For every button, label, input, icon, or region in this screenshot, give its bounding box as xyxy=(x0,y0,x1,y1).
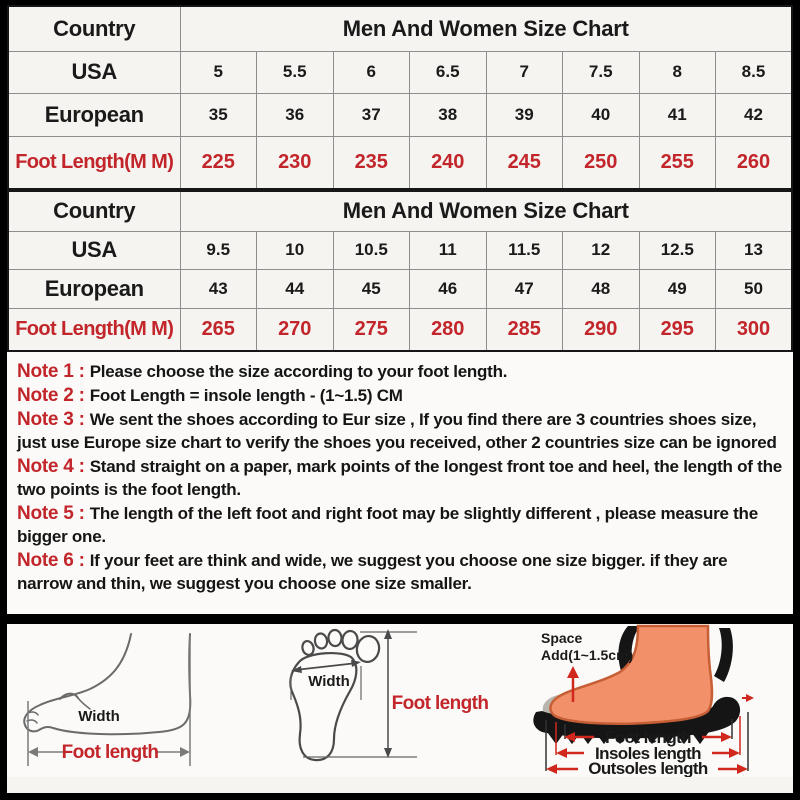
note-6 xyxy=(17,549,785,595)
size-cell: 39 xyxy=(486,93,563,136)
side-foot-width-label: Width xyxy=(78,708,120,725)
row-label: European xyxy=(8,269,180,308)
note-5 xyxy=(17,502,785,548)
note-1-label: Note 1 : xyxy=(17,361,85,382)
size-cell: 275 xyxy=(333,308,410,351)
note-2 xyxy=(17,384,785,407)
notes-section xyxy=(7,352,793,614)
size-chart-infographic xyxy=(7,5,793,793)
size-cell: 235 xyxy=(333,136,410,189)
size-cell: 42 xyxy=(716,93,793,136)
note-3 xyxy=(17,408,785,454)
table-title: Men And Women Size Chart xyxy=(180,191,792,231)
size-cell: 46 xyxy=(410,269,487,308)
table-title: Men And Women Size Chart xyxy=(180,6,792,51)
row-label: Foot Length(M M) xyxy=(8,136,180,189)
side-foot-length-label: Foot length xyxy=(61,742,159,763)
footprint-diagram xyxy=(255,624,498,777)
size-cell: 10 xyxy=(257,231,334,269)
table-header-row xyxy=(8,191,792,231)
size-cell: 7.5 xyxy=(563,51,640,93)
size-cell: 44 xyxy=(257,269,334,308)
shoe-outsoles-length-label: Outsoles length xyxy=(588,759,708,777)
row-label: Foot Length(M M) xyxy=(8,308,180,351)
country-header: Country xyxy=(8,6,180,51)
size-cell: 12.5 xyxy=(639,231,716,269)
size-cell: 38 xyxy=(410,93,487,136)
size-table-1 xyxy=(7,5,793,190)
size-cell: 48 xyxy=(563,269,640,308)
size-cell: 49 xyxy=(639,269,716,308)
size-cell: 35 xyxy=(180,93,257,136)
footprint-width-label: Width xyxy=(308,673,350,690)
size-cell: 7 xyxy=(486,51,563,93)
note-4-label: Note 4 : xyxy=(17,456,85,477)
size-cell: 290 xyxy=(563,308,640,351)
size-cell: 280 xyxy=(410,308,487,351)
size-cell: 265 xyxy=(180,308,257,351)
shoe-insoles-length-label: Insoles length xyxy=(595,744,701,763)
size-cell: 40 xyxy=(563,93,640,136)
european-row xyxy=(8,269,792,308)
note-3-label: Note 3 : xyxy=(17,409,85,430)
note-5-label: Note 5 : xyxy=(17,503,85,524)
size-cell: 250 xyxy=(563,136,640,189)
size-cell: 8 xyxy=(639,51,716,93)
size-cell: 245 xyxy=(486,136,563,189)
size-cell: 225 xyxy=(180,136,257,189)
size-cell: 6 xyxy=(333,51,410,93)
note-4-text: Stand straight on a paper, mark points of the longest front toe and heel, the length of the two points is the foot length. xyxy=(17,457,782,499)
size-cell: 230 xyxy=(257,136,334,189)
space-add-label-line2: Add(1~1.5cm) xyxy=(541,647,634,663)
size-table-2 xyxy=(7,190,793,352)
size-cell: 6.5 xyxy=(410,51,487,93)
size-cell: 11 xyxy=(410,231,487,269)
size-cell: 240 xyxy=(410,136,487,189)
shoe-cross-section-diagram xyxy=(498,624,793,777)
measurement-diagrams xyxy=(7,624,793,777)
footprint-length-label: Foot length xyxy=(391,693,489,714)
size-cell: 255 xyxy=(639,136,716,189)
size-cell: 41 xyxy=(639,93,716,136)
usa-row xyxy=(8,51,792,93)
shoe-foot-length-label: Foot length xyxy=(605,728,691,747)
foot-length-row xyxy=(8,308,792,351)
space-add-label-line1: Space xyxy=(541,630,583,646)
european-row xyxy=(8,93,792,136)
size-cell: 9.5 xyxy=(180,231,257,269)
table-header-row xyxy=(8,6,792,51)
row-label: European xyxy=(8,93,180,136)
note-5-text: The length of the left foot and right foot may be slightly different , please measure the bigger one. xyxy=(17,504,758,546)
size-cell: 37 xyxy=(333,93,410,136)
size-cell: 5.5 xyxy=(257,51,334,93)
note-2-text: Foot Length = insole length - (1~1.5) CM xyxy=(89,386,403,405)
size-cell: 43 xyxy=(180,269,257,308)
row-label: USA xyxy=(8,231,180,269)
size-cell: 13 xyxy=(716,231,793,269)
size-cell: 50 xyxy=(716,269,793,308)
note-6-text: If your feet are think and wide, we suggest you choose one size bigger. if they are narrow and thin, we suggest you choose one size smaller. xyxy=(17,551,728,593)
size-cell: 260 xyxy=(716,136,793,189)
size-cell: 8.5 xyxy=(716,51,793,93)
footprint-outline xyxy=(290,630,381,761)
usa-row xyxy=(8,231,792,269)
side-foot-diagram xyxy=(7,624,255,777)
section-divider xyxy=(0,614,800,624)
size-cell: 10.5 xyxy=(333,231,410,269)
note-6-label: Note 6 : xyxy=(17,550,85,571)
size-cell: 11.5 xyxy=(486,231,563,269)
size-cell: 47 xyxy=(486,269,563,308)
foot-length-row xyxy=(8,136,792,189)
size-cell: 36 xyxy=(257,93,334,136)
size-cell: 12 xyxy=(563,231,640,269)
note-1-text: Please choose the size according to your foot length. xyxy=(89,362,508,381)
size-cell: 45 xyxy=(333,269,410,308)
note-4 xyxy=(17,455,785,501)
size-cell: 300 xyxy=(716,308,793,351)
row-label: USA xyxy=(8,51,180,93)
size-cell: 295 xyxy=(639,308,716,351)
note-3-text: We sent the shoes according to Eur size , If you find there are 3 countries shoes size, just use Europe size chart to verify the shoes you received, other 2 countries size can be ignored xyxy=(17,410,777,452)
note-1 xyxy=(17,360,785,383)
size-cell: 285 xyxy=(486,308,563,351)
country-header: Country xyxy=(8,191,180,231)
size-cell: 5 xyxy=(180,51,257,93)
size-cell: 270 xyxy=(257,308,334,351)
note-2-label: Note 2 : xyxy=(17,385,85,406)
